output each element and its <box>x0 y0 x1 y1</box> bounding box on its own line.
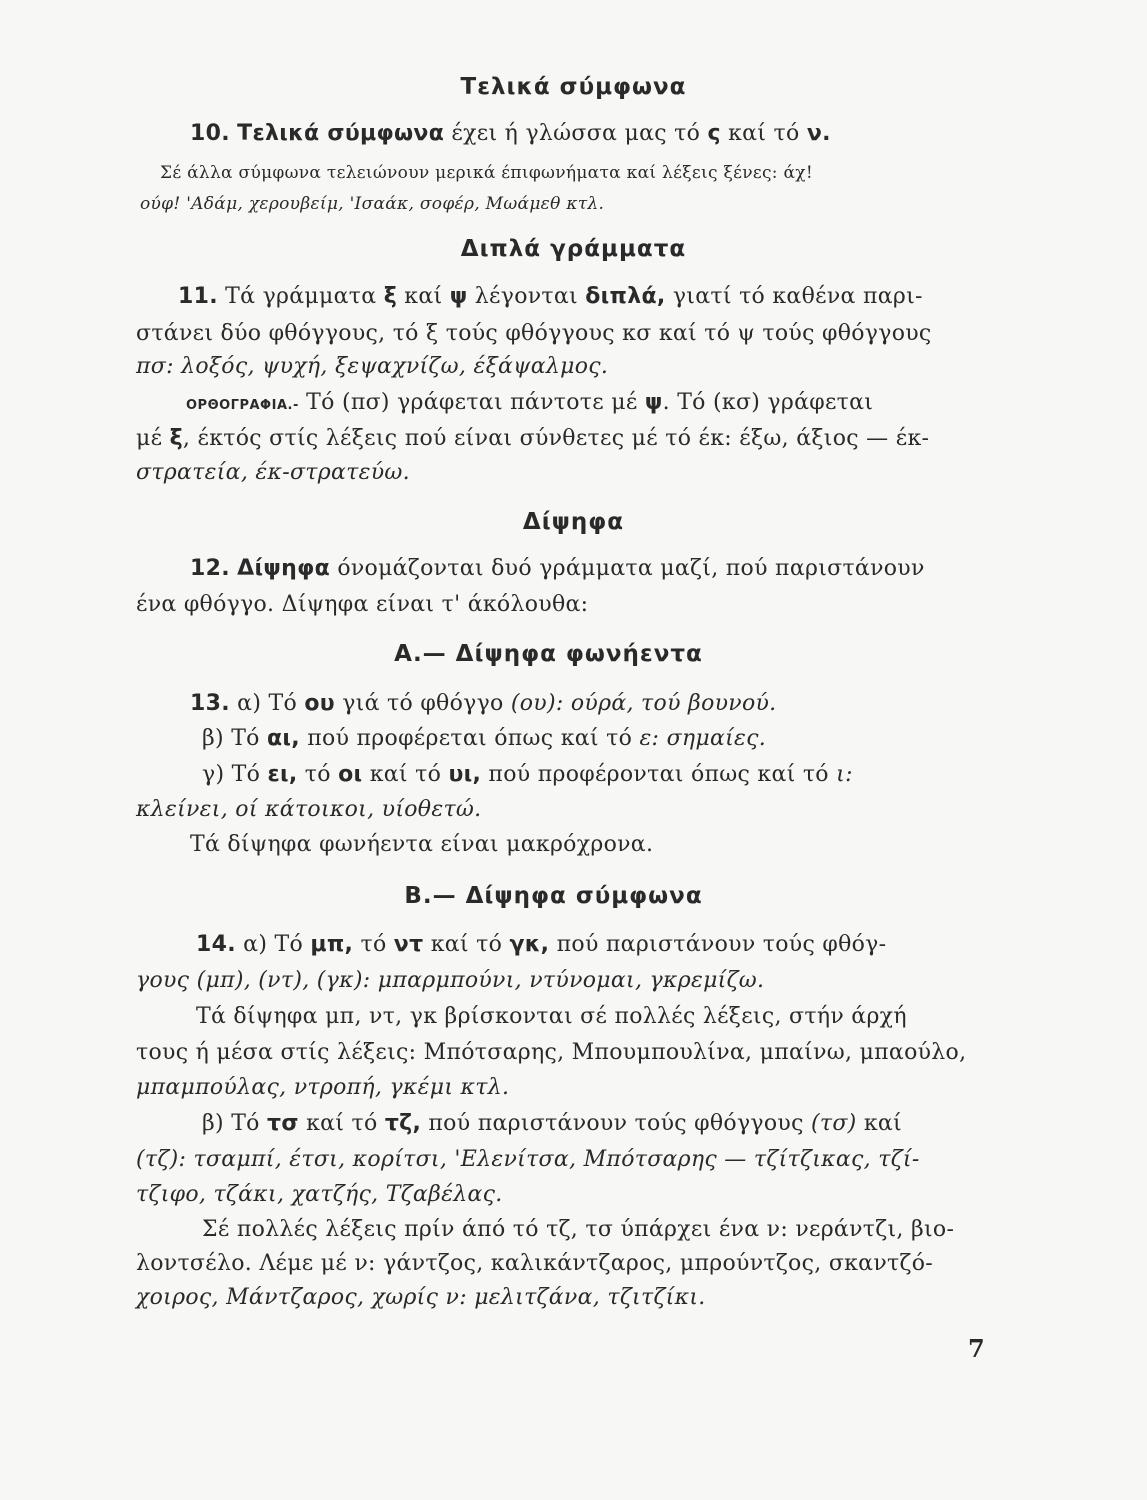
para-10-line-3: ούφ! 'Αδάμ, χερουβείμ, 'Ισαάκ, σοφέρ, Μωάμεθ κτλ. <box>140 194 605 214</box>
para-10-text-2: καί τό <box>720 121 800 146</box>
para-13-text-g4: πού προφέρονται όπως καί τό <box>481 762 837 787</box>
para-11-line-2: στάνει δύο φθόγγους, τό ξ τούς φθόγγους κσ καί τό ψ τούς φθόγγους <box>136 321 932 346</box>
para-11-ksi: ξ <box>169 426 183 451</box>
digraph-ts: τσ <box>267 1111 299 1136</box>
orthography-label: ΟΡΘΟΓΡΑΦΙΑ.- <box>186 398 299 413</box>
para-14-line-8: τζιφο, τζάκι, χατζής, Τζαβέλας. <box>136 1182 503 1207</box>
digraph-ei: ει, <box>267 762 298 787</box>
para-12-number: 12. <box>190 556 230 581</box>
para-12-text: όνομάζονται δυό γράμματα μαζί, πού παριστάνουν <box>330 556 925 581</box>
para-11-text-1: Τά γράμματα <box>217 284 384 309</box>
heading-double-letters: Διπλά γράμματα <box>460 236 687 262</box>
para-10-line-2: Σέ άλλα σύμφωνα τελειώνουν μερικά έπιφωνήματα καί λέξεις ξένες: άχ! <box>160 163 814 183</box>
para-14-line-2: γους (μπ), (ντ), (γκ): μπαρμπούνι, ντύνομαι, γκρεμίζω. <box>136 968 765 993</box>
heading-final-consonants: Τελικά σύμφωνα <box>460 74 687 100</box>
para-14-line-3: Τά δίψηφα μπ, ντ, γκ βρίσκονται σέ πολλές λέξεις, στήν άρχή <box>196 1004 907 1029</box>
para-11-number: 11. <box>178 284 218 309</box>
para-14-line-1 <box>196 932 886 957</box>
para-14-line-11: χοιρος, Μάντζαρος, χωρίς ν: μελιτζάνα, τζιτζίκι. <box>136 1285 706 1310</box>
para-13-text-a2: γιά τό φθόγγο <box>334 691 511 716</box>
para-13-line-2 <box>202 726 766 751</box>
para-14-text-b1: β) Τό <box>202 1111 268 1136</box>
para-11-letter-psi: ψ <box>449 284 468 309</box>
para-14-line-5: μπαμπούλας, ντροπή, γκέμι κτλ. <box>136 1075 510 1100</box>
heading-digraph-vowels: Α.— Δίψηφα φωνήεντα <box>394 641 703 667</box>
para-14-line-7: (τζ): τσαμπί, έτσι, κορίτσι, 'Ελενίτσα, Μπότσαρης — τζίτζικας, τζί- <box>136 1147 920 1172</box>
para-13-text-a1: α) Τό <box>229 691 305 716</box>
para-13-text-b1: β) Τό <box>202 726 268 751</box>
para-13-line-1 <box>190 691 776 716</box>
para-14-line-10: λοντσέλο. Λέμε μέ ν: γάντζος, καλικάντζαρος, μπρούντζος, σκαντζό- <box>136 1251 933 1276</box>
para-14-line-9: Σέ πολλές λέξεις πρίν άπό τό τζ, τσ ύπάρχει ένα ν: νεράντζι, βιο- <box>202 1217 955 1242</box>
para-13-iota: ι: <box>836 762 853 787</box>
para-11-text-2: καί <box>397 284 450 309</box>
para-12-line-1 <box>190 556 925 581</box>
para-14-line-4: τους ή μέσα στίς λέξεις: Μπότσαρης, Μπουμπουλίνα, μπαίνω, μπαούλο, <box>136 1040 967 1065</box>
para-14-text-b4: καί <box>856 1111 902 1136</box>
para-11-text-3: λέγονται <box>467 284 586 309</box>
para-10-letter-s: ς <box>707 121 721 146</box>
para-11-text-7: μέ <box>136 426 170 451</box>
para-13-number: 13. <box>190 691 230 716</box>
para-10-letter-n: ν. <box>806 121 831 146</box>
para-11-line-1 <box>178 284 923 309</box>
para-14-number: 14. <box>196 932 236 957</box>
para-13-text-g2: τό <box>297 762 339 787</box>
para-13-example-b: ε: σημαίες. <box>639 726 767 751</box>
para-14-text-a1: α) Τό <box>235 932 311 957</box>
para-13-text-b2: πού προφέρεται όπως καί τό <box>299 726 640 751</box>
para-13-text-g1: γ) Τό <box>202 762 268 787</box>
para-11-letter-ksi: ξ <box>383 284 398 309</box>
para-13-text-g3: καί τό <box>362 762 449 787</box>
digraph-yi: υι, <box>448 762 482 787</box>
para-14-text-a3: καί τό <box>423 932 510 957</box>
para-13-example-a: (ου): ούρά, τού βουνού. <box>510 691 777 716</box>
digraph-nt: ντ <box>393 932 424 957</box>
para-11-text-4: γιατί τό καθένα παρι- <box>665 284 923 309</box>
para-10-text: έχει ή γλώσσα μας τό <box>444 121 701 146</box>
para-13-line-5: Τά δίψηφα φωνήεντα είναι μακρόχρονα. <box>190 832 654 857</box>
digraph-gk: γκ, <box>509 932 550 957</box>
digraph-ou: ου <box>304 691 335 716</box>
page-number: 7 <box>968 1334 985 1363</box>
para-11-text-5: Τό (πσ) γράφεται πάντοτε μέ <box>298 390 645 415</box>
digraph-ai: αι, <box>267 726 300 751</box>
para-10-term: Τελικά σύμφωνα <box>237 121 445 146</box>
digraph-tz: τζ, <box>384 1111 422 1136</box>
para-14-text-a4: πού παριστάνουν τούς φθόγ- <box>549 932 887 957</box>
para-13-line-4: κλείνει, οί κάτοικοι, υίοθετώ. <box>136 797 482 822</box>
para-13-line-3 <box>202 762 853 787</box>
para-14-text-a2: τό <box>353 932 394 957</box>
para-11-line-5 <box>136 426 929 451</box>
para-11-term: διπλά, <box>585 284 666 309</box>
para-14-line-6 <box>202 1111 902 1136</box>
para-14-text-b2: καί τό <box>298 1111 385 1136</box>
heading-digraphs: Δίψηφα <box>522 509 625 535</box>
para-14-text-b3: πού παριστάνουν τούς φθόγγους <box>421 1111 811 1136</box>
heading-digraph-consonants: Β.— Δίψηφα σύμφωνα <box>404 883 703 909</box>
para-11-line-6: στρατεία, έκ-στρατεύω. <box>136 460 410 485</box>
para-10-number: 10. <box>190 121 230 146</box>
para-14-sound-ts: (τσ) <box>811 1111 857 1136</box>
para-12-term: Δίψηφα <box>237 556 331 581</box>
para-11-line-4 <box>186 390 873 415</box>
para-11-psi: ψ <box>644 390 663 415</box>
digraph-oi: οι <box>338 762 363 787</box>
para-12-line-2: ένα φθόγγο. Δίψηφα είναι τ' άκόλουθα: <box>136 592 589 617</box>
para-11-text-6: . Τό (κσ) γράφεται <box>662 390 874 415</box>
para-11-text-8: , έκτός στίς λέξεις πού είναι σύνθετες μέ τό έκ: έξω, άξιος — έκ- <box>182 426 930 451</box>
para-10-line-1 <box>190 121 831 146</box>
para-11-line-3: πσ: λοξός, ψυχή, ξεψαχνίζω, έξάψαλμος. <box>136 354 609 379</box>
digraph-mp: μπ, <box>310 932 354 957</box>
